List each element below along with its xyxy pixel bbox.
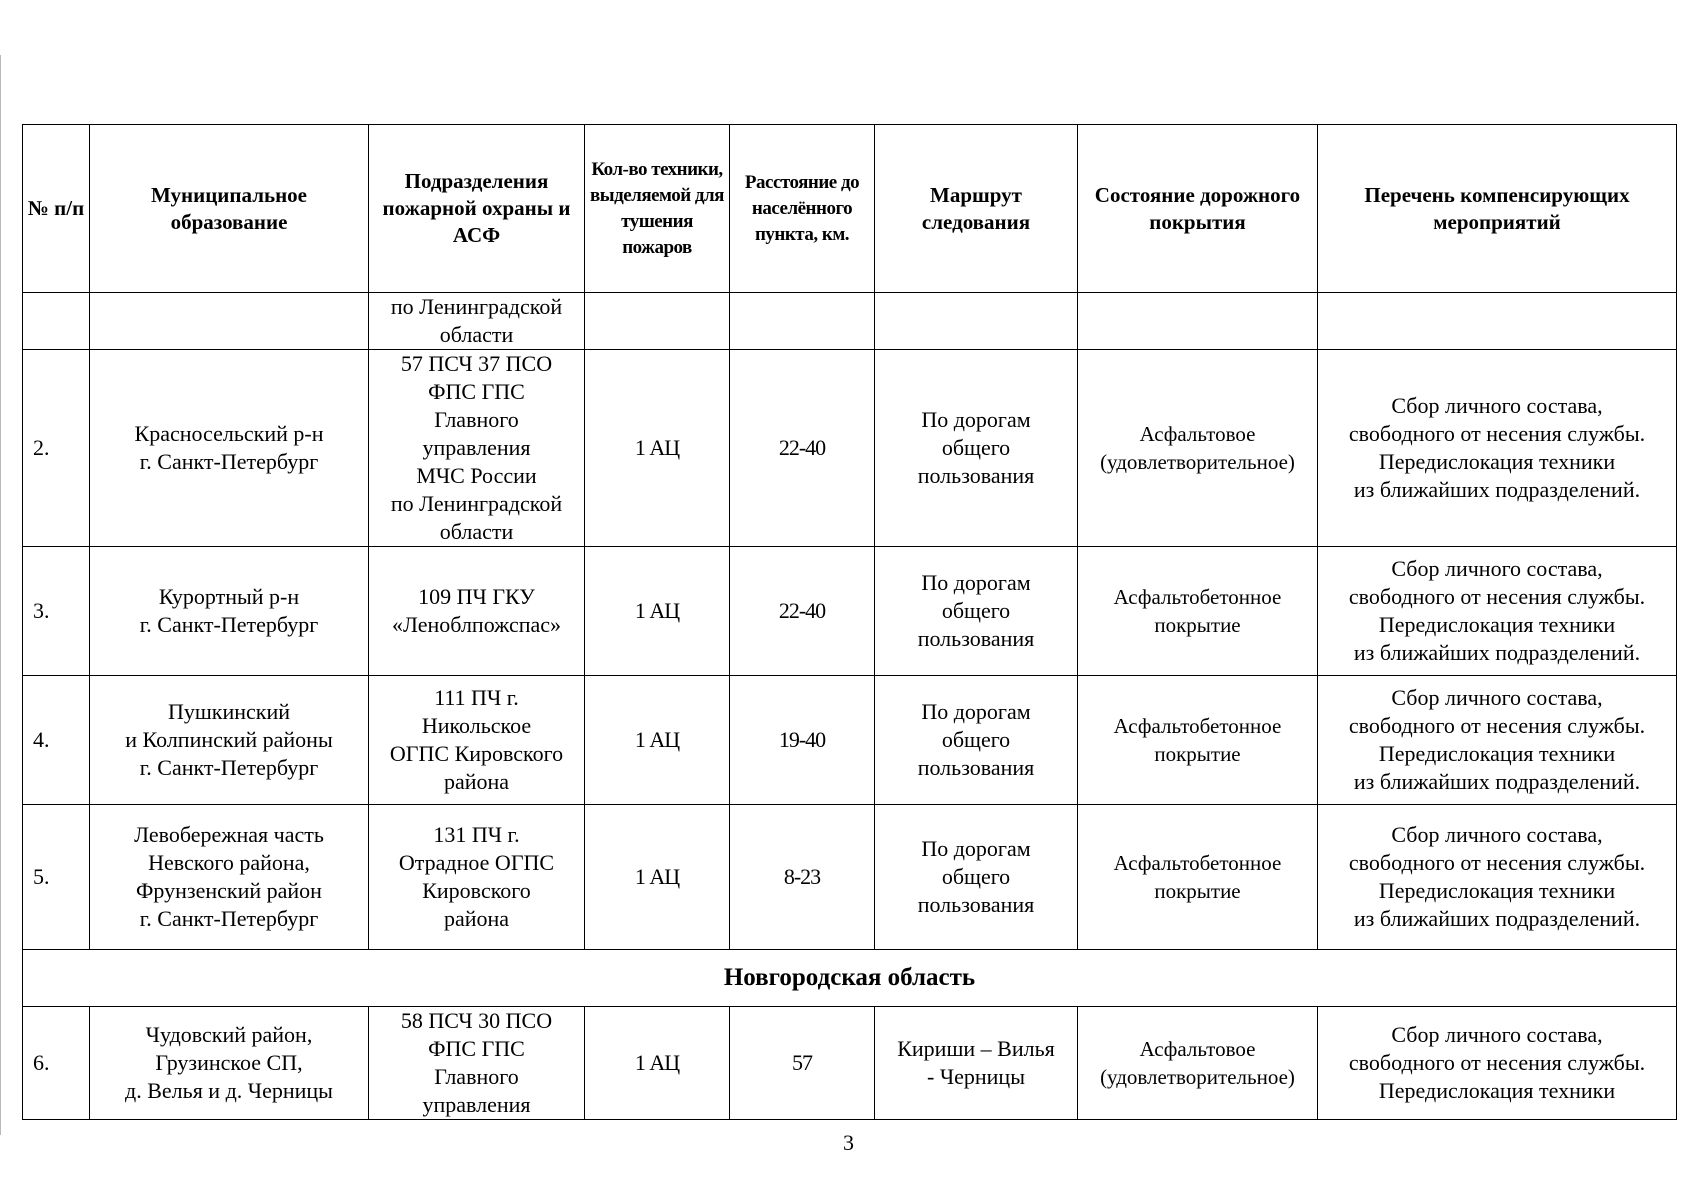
units-cell — [369, 805, 585, 950]
road-cell — [1078, 676, 1318, 805]
distance-cell: 8-23 — [730, 805, 875, 950]
cell-line: Кировского — [422, 878, 531, 903]
cell-line: покрытие — [1154, 879, 1241, 903]
road-cell — [1078, 1007, 1318, 1120]
cell-line: - Черницы — [927, 1064, 1025, 1089]
road-cell — [1078, 547, 1318, 676]
cell-line: Курортный р-н — [158, 584, 300, 609]
continuation-distance — [730, 293, 875, 350]
units-cell — [369, 547, 585, 676]
municipality-cell — [90, 547, 369, 676]
cell-line: г. Санкт-Петербург — [139, 449, 319, 474]
table-row — [23, 547, 1677, 676]
cell-line: Отрадное ОГПС — [398, 850, 555, 875]
road-cell — [1078, 350, 1318, 547]
header-row — [23, 125, 1677, 293]
cell-line: Сбор личного состава, — [1391, 685, 1603, 710]
cell-line: общего — [941, 727, 1011, 752]
cell-line: из ближайших подразделений. — [1353, 640, 1641, 665]
cell-line: ФПС ГПС — [428, 1036, 525, 1061]
cell-line: (удовлетворительное) — [1100, 450, 1295, 474]
cell-line: Асфальтобетонное — [1113, 851, 1282, 875]
cell-line: области — [439, 519, 514, 544]
measures-cell — [1318, 1007, 1677, 1120]
cell-line: 109 ПЧ ГКУ — [418, 584, 535, 609]
cell-line: Передислокация техники — [1378, 878, 1616, 903]
equipment-cell: 1 АЦ — [585, 676, 730, 805]
route-cell — [875, 805, 1078, 950]
page-number: 3 — [843, 1130, 854, 1155]
cell-line: пользования — [917, 626, 1035, 651]
cell-line: Передислокация техники — [1378, 1078, 1616, 1103]
cell-line: По дорогам — [921, 836, 1031, 861]
cell-line: 58 ПСЧ 30 ПСО — [400, 1008, 553, 1033]
cell-line: Передислокация техники — [1378, 741, 1616, 766]
cell-line: 131 ПЧ г. — [433, 822, 520, 847]
cell-line: управления — [422, 1092, 531, 1117]
region-row — [23, 950, 1677, 1007]
cell-line: ОГПС Кировского — [389, 741, 564, 766]
continuation-equipment — [585, 293, 730, 350]
cell-line: пользования — [917, 463, 1035, 488]
road-cell — [1078, 805, 1318, 950]
units-cell — [369, 1007, 585, 1120]
cell-line: г. Санкт-Петербург — [139, 906, 319, 931]
row-number: 2. — [23, 350, 90, 547]
continuation-num — [23, 293, 90, 350]
cell-line: Фрунзенский район — [136, 878, 322, 903]
equipment-cell: 1 АЦ — [585, 350, 730, 547]
cell-line: района — [443, 906, 510, 931]
equipment-cell: 1 АЦ — [585, 805, 730, 950]
cell-line: Асфальтобетонное — [1113, 585, 1282, 609]
cell-line: Асфальтобетонное — [1113, 714, 1282, 738]
cell-line: покрытие — [1154, 742, 1241, 766]
cell-line: свободного от несения службы. — [1348, 421, 1646, 446]
cell-line: д. Велья и д. Черницы — [125, 1078, 333, 1103]
cell-line: МЧС России — [416, 463, 537, 488]
cell-line: свободного от несения службы. — [1348, 584, 1646, 609]
cell-line: общего — [941, 435, 1011, 460]
measures-cell — [1318, 350, 1677, 547]
header-units: Подразделения пожарной охраны и АСФ — [369, 125, 585, 293]
equipment-cell: 1 АЦ — [585, 547, 730, 676]
header-route: Маршрут следования — [875, 125, 1078, 293]
cell-line: Никольское — [421, 713, 532, 738]
row-number: 4. — [23, 676, 90, 805]
cell-line: покрытие — [1154, 613, 1241, 637]
cell-line: Левобережная часть — [134, 822, 324, 847]
region-title: Новгородская область — [23, 950, 1677, 1007]
distance-cell: 22-40 — [730, 350, 875, 547]
cell-line: Грузинское СП, — [155, 1050, 303, 1075]
cell-line: Сбор личного состава, — [1391, 393, 1603, 418]
cell-line: области — [439, 322, 514, 347]
cell-line: Сбор личного состава, — [1391, 822, 1603, 847]
cell-line: управления — [422, 435, 531, 460]
cell-line: пользования — [917, 755, 1035, 780]
continuation-row — [23, 293, 1677, 350]
cell-line: По дорогам — [921, 699, 1031, 724]
cell-line: Сбор личного состава, — [1391, 556, 1603, 581]
cell-line: из ближайших подразделений. — [1353, 477, 1641, 502]
row-number: 6. — [23, 1007, 90, 1120]
continuation-route — [875, 293, 1078, 350]
cell-line: Асфальтовое — [1139, 422, 1256, 446]
cell-line: Невского района, — [148, 850, 310, 875]
row-number: 5. — [23, 805, 90, 950]
cell-line: По дорогам — [921, 570, 1031, 595]
measures-cell — [1318, 676, 1677, 805]
cell-line: Передислокация техники — [1378, 449, 1616, 474]
header-equipment: Кол-во техники, выделяемой для тушения пожаров — [585, 125, 730, 293]
cell-line: г. Санкт-Петербург — [139, 612, 319, 637]
table-row — [23, 805, 1677, 950]
cell-line: свободного от несения службы. — [1348, 713, 1646, 738]
scan-margin-line — [0, 55, 4, 1135]
cell-line: Красносельский р-н — [134, 421, 324, 446]
measures-cell — [1318, 547, 1677, 676]
continuation-municipality — [90, 293, 369, 350]
cell-line: «Леноблпожспас» — [391, 612, 562, 637]
municipality-cell — [90, 805, 369, 950]
cell-line: 111 ПЧ г. — [434, 685, 519, 710]
row-number: 3. — [23, 547, 90, 676]
distance-cell: 57 — [730, 1007, 875, 1120]
distance-cell: 19-40 — [730, 676, 875, 805]
header-measures: Перечень компенсирующих мероприятий — [1318, 125, 1677, 293]
municipality-cell — [90, 350, 369, 547]
cell-line: общего — [941, 598, 1011, 623]
header-municipality: Муниципальное образование — [90, 125, 369, 293]
continuation-road — [1078, 293, 1318, 350]
cell-line: свободного от несения службы. — [1348, 1050, 1646, 1075]
municipality-cell — [90, 676, 369, 805]
cell-line: Пушкинский — [167, 699, 291, 724]
cell-line: г. Санкт-Петербург — [139, 755, 319, 780]
route-cell — [875, 547, 1078, 676]
cell-line: и Колпинский районы — [125, 727, 333, 752]
distance-cell: 22-40 — [730, 547, 875, 676]
units-cell — [369, 676, 585, 805]
cell-line: по Ленинградской — [390, 491, 563, 516]
cell-line: Кириши – Вилья — [897, 1036, 1055, 1061]
route-cell — [875, 1007, 1078, 1120]
header-distance: Расстояние до населённого пункта, км. — [730, 125, 875, 293]
continuation-measures — [1318, 293, 1677, 350]
cell-line: (удовлетворительное) — [1100, 1065, 1295, 1089]
route-cell — [875, 350, 1078, 547]
table-row — [23, 350, 1677, 547]
fire-units-table — [22, 124, 1677, 1120]
cell-line: общего — [941, 864, 1011, 889]
cell-line: из ближайших подразделений. — [1353, 906, 1641, 931]
cell-line: Передислокация техники — [1378, 612, 1616, 637]
units-cell — [369, 350, 585, 547]
continuation-units — [369, 293, 585, 350]
cell-line: по Ленинградской — [390, 294, 563, 319]
municipality-cell — [90, 1007, 369, 1120]
cell-line: Чудовский район, — [145, 1022, 313, 1047]
table-row — [23, 676, 1677, 805]
cell-line: района — [443, 769, 510, 794]
cell-line: пользования — [917, 892, 1035, 917]
route-cell — [875, 676, 1078, 805]
cell-line: По дорогам — [921, 407, 1031, 432]
cell-line: Асфальтовое — [1139, 1037, 1256, 1061]
cell-line: 57 ПСЧ 37 ПСО — [400, 351, 553, 376]
cell-line: ФПС ГПС — [428, 379, 525, 404]
cell-line: Главного — [434, 407, 519, 432]
cell-line: свободного от несения службы. — [1348, 850, 1646, 875]
header-num: № п/п — [23, 125, 90, 293]
cell-line: из ближайших подразделений. — [1353, 769, 1641, 794]
measures-cell — [1318, 805, 1677, 950]
header-road: Состояние дорожного покрытия — [1078, 125, 1318, 293]
table-row — [23, 1007, 1677, 1120]
cell-line: Главного — [434, 1064, 519, 1089]
cell-line: Сбор личного состава, — [1391, 1022, 1603, 1047]
equipment-cell: 1 АЦ — [585, 1007, 730, 1120]
